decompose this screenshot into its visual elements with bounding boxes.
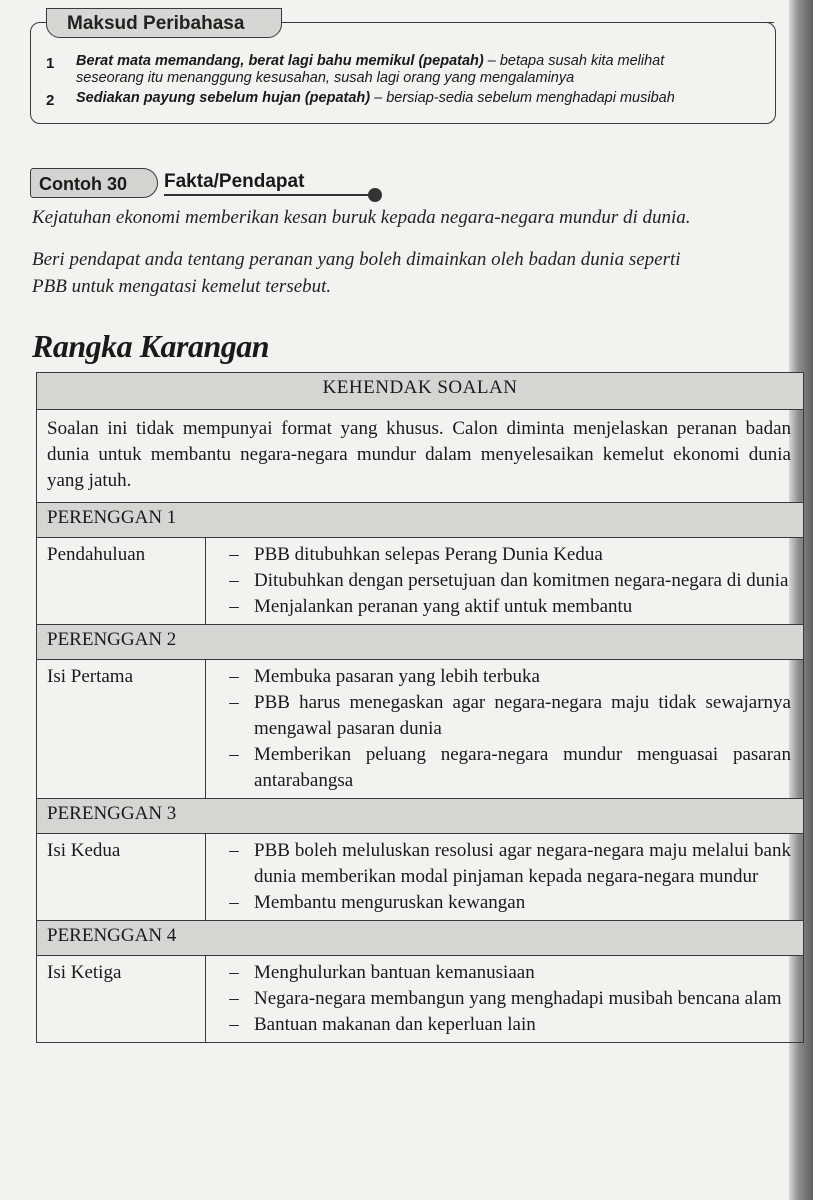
list-item: – PBB harus menegaskan agar negara-negara maju tidak sewajarnya mengawal pasaran dunia: [229, 692, 791, 739]
section-heading: Rangka Karangan: [32, 328, 270, 364]
peribahasa-item-2: [76, 90, 776, 106]
table-header: KEHENDAK SOALAN: [37, 373, 804, 410]
section-points: [206, 956, 804, 1043]
list-item: – PBB ditubuhkan selepas Perang Dunia Kedua: [229, 544, 603, 565]
list-item: – Membuka pasaran yang lebih terbuka: [229, 666, 540, 687]
section-points: [206, 660, 804, 799]
list-item: – Negara-negara membangun yang menghadapi musibah bencana alam: [229, 988, 782, 1009]
section-label: Isi Pertama: [37, 660, 206, 799]
peribahasa-meaning: – betapa susah kita melihat: [483, 53, 665, 69]
peribahasa-meaning: – bersiap-sedia sebelum menghadapi musibah: [370, 90, 675, 106]
question-line-3: PBB untuk mengatasi kemelut tersebut.: [32, 276, 332, 297]
perenggan-heading: PERENGGAN 1: [37, 503, 804, 538]
list-item: – Ditubuhkan dengan persetujuan dan komitmen negara-negara di dunia: [229, 570, 789, 591]
peribahasa-phrase: Sediakan payung sebelum hujan (pepatah): [76, 90, 371, 106]
section-label: Isi Ketiga: [37, 956, 206, 1043]
list-item: – Bantuan makanan dan keperluan lain: [229, 1014, 536, 1035]
peribahasa-meaning-cont: seseorang itu menanggung kesusahan, susah lagi orang yang mengalaminya: [76, 70, 575, 86]
item-number: 1: [46, 55, 55, 72]
section-label: Isi Kedua: [37, 834, 206, 921]
section-label: Pendahuluan: [37, 538, 206, 625]
contoh-tag: Contoh 30: [30, 168, 158, 198]
contoh-header: [30, 168, 354, 198]
divider: [282, 22, 774, 23]
list-item: – Menghulurkan bantuan kemanusiaan: [229, 962, 535, 983]
contoh-title: Fakta/Pendapat: [164, 171, 305, 192]
divider: [164, 194, 370, 196]
list-item: – Memberikan peluang negara-negara mundur menguasai pasaran antarabangsa: [229, 744, 791, 791]
maksud-peribahasa-title: Maksud Peribahasa: [46, 8, 282, 38]
peribahasa-item-1: [76, 53, 776, 69]
list-item: – PBB boleh meluluskan resolusi agar negara-negara maju melalui bank dunia memberikan modal pinjaman kepada negara-negara mundur: [229, 840, 791, 887]
perenggan-heading: PERENGGAN 4: [37, 921, 804, 956]
list-item: – Menjalankan peranan yang aktif untuk membantu: [229, 596, 633, 617]
bullet-dot: [368, 188, 382, 202]
item-number: 2: [46, 92, 55, 109]
question-line-2: Beri pendapat anda tentang peranan yang boleh dimainkan oleh badan dunia seperti: [32, 249, 681, 270]
kehendak-soalan-text: Soalan ini tidak mempunyai format yang khusus. Calon diminta menjelaskan peranan badan dunia untuk membantu negara-negara mundur dalam menyelesaikan kemelut ekonomi dunia yang jatuh.: [37, 410, 804, 503]
perenggan-heading: PERENGGAN 2: [37, 625, 804, 660]
section-points: [206, 538, 804, 625]
list-item: – Membantu menguruskan kewangan: [229, 892, 526, 913]
rangka-karangan-table: [36, 372, 804, 1043]
section-points: [206, 834, 804, 921]
question-line-1: Kejatuhan ekonomi memberikan kesan buruk kepada negara-negara mundur di dunia.: [32, 207, 691, 228]
perenggan-heading: PERENGGAN 3: [37, 799, 804, 834]
peribahasa-phrase: Berat mata memandang, berat lagi bahu memikul (pepatah): [76, 53, 484, 69]
